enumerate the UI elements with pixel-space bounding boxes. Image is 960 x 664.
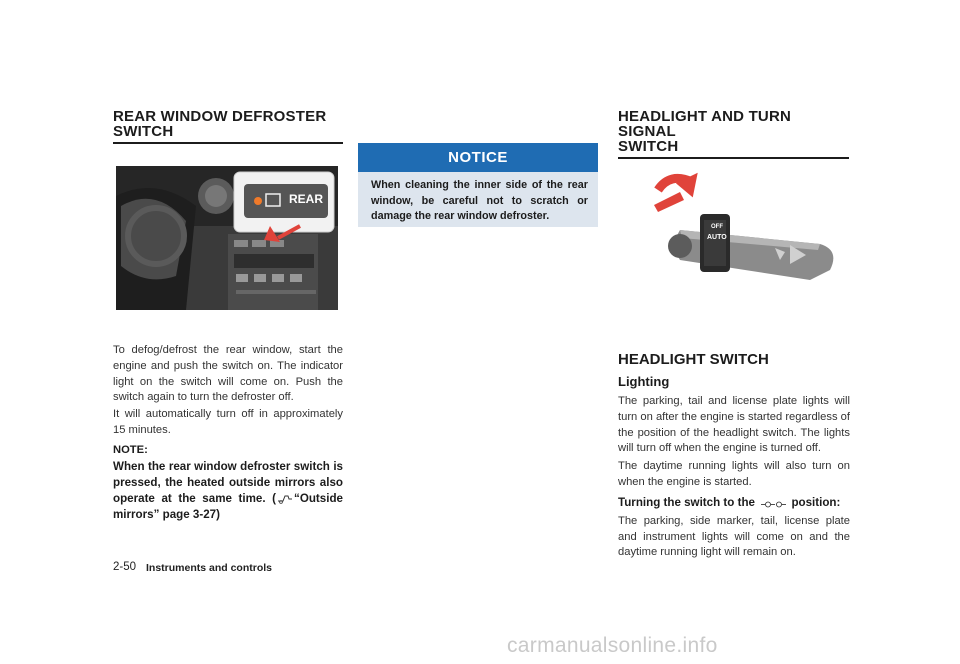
lighting-paragraph-3: The parking, side marker, tail, license plate and instrument lights will come on and the daytime running light will remain on. (618, 514, 850, 559)
note-label: NOTE: (113, 443, 148, 456)
stalk-label-off-1: OFF (711, 224, 723, 230)
headlight-switch-figure (640, 160, 850, 310)
notice-box (358, 143, 598, 227)
lighting-subheading: Lighting (618, 374, 670, 389)
defroster-figure (116, 166, 338, 310)
right-body (618, 351, 850, 561)
section-title-headlight: HEADLIGHT AND TURN SIGNAL SWITCH (618, 109, 849, 159)
watermark: carmanualsonline.info (507, 634, 718, 657)
lighting-paragraph-2: The daytime running lights will also turn on when the engine is started. (618, 460, 850, 488)
headlight-switch-heading: HEADLIGHT SWITCH (618, 351, 769, 368)
rear-button-label: REAR (289, 192, 324, 206)
turning-switch-b: position: (791, 495, 841, 509)
footer-section: Instruments and controls (146, 562, 273, 574)
page-number: 2-50 (113, 561, 137, 573)
note-text-a: When the rear window defroster switch is pressed, the heated outside mirrors also operate at the same time. ( (113, 459, 343, 505)
stalk-label-off-2: OFF (737, 230, 749, 236)
stalk-label-auto: AUTO (707, 234, 727, 241)
note-text-b: “Outside mirrors” page 3-27) (113, 491, 343, 521)
defroster-paragraph-1: To defog/defrost the rear window, start the engine and push the switch on. The indicator light on the switch will come on. Push the switch again to turn the defroster off. (113, 344, 343, 404)
headlight-position-icon (758, 498, 788, 507)
left-body (113, 343, 343, 523)
turning-switch-a: Turning the switch to the (618, 495, 755, 509)
notice-title: NOTICE (358, 143, 598, 172)
page-reference-icon (276, 493, 294, 504)
right-column (618, 109, 849, 159)
turning-switch-text (618, 495, 850, 511)
notice-text: When cleaning the inner side of the rear window, be careful not to scratch or damage the rear window defroster. (371, 179, 588, 223)
left-column (113, 109, 343, 144)
note-text (113, 459, 343, 523)
section-title-defroster: REAR WINDOW DEFROSTER SWITCH (113, 109, 343, 144)
lighting-paragraph-1: The parking, tail and license plate lights will turn on after the engine is started regardless of the position of the headlight switch. The lights will turn off when the engine is turned off. (618, 395, 850, 455)
dashboard-illustration (116, 166, 338, 310)
defroster-paragraph-2: It will automatically turn off in approximately 15 minutes. (113, 408, 343, 436)
